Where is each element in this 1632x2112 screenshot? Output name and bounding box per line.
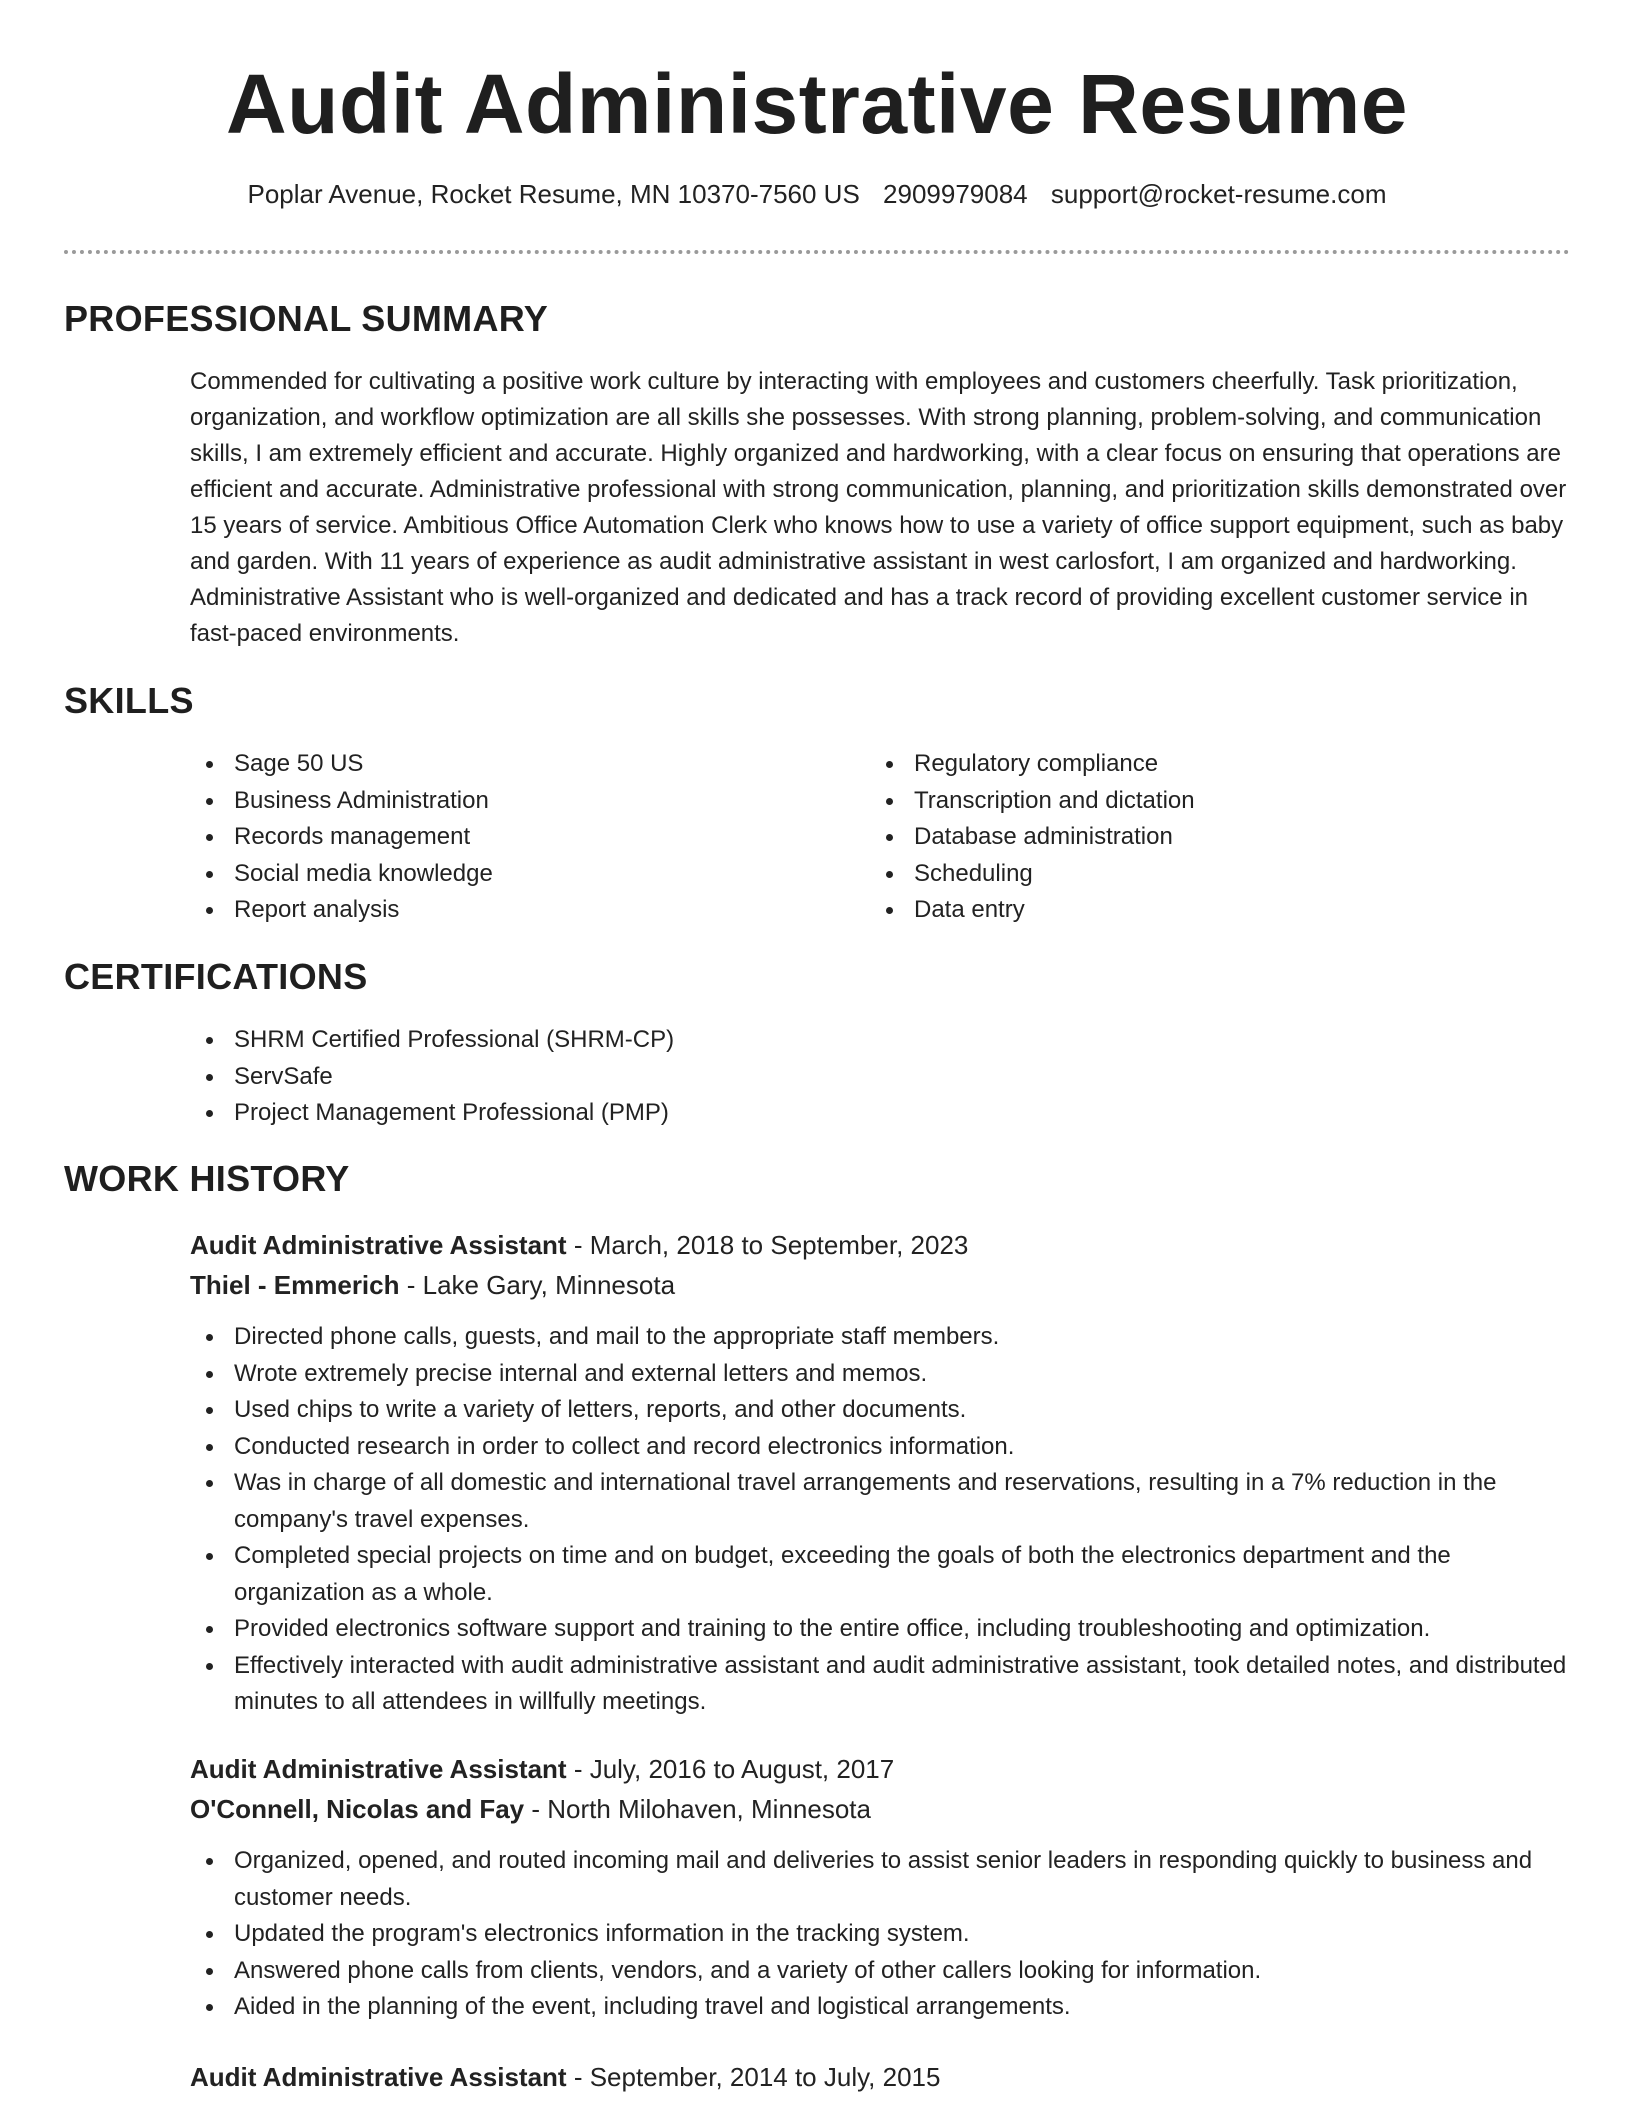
job-dates: - September, 2014 to July, 2015 [566,2062,941,2092]
skill-item: Scheduling [870,856,1510,893]
job-duty: Updated the program's electronics information in the tracking system. [190,1916,1570,1953]
skill-item: Database administration [870,819,1510,856]
job-duty: Wrote extremely precise internal and external letters and memos. [190,1356,1570,1393]
job-duty: Organized, opened, and routed incoming mail and deliveries to assist senior leaders in responding quickly to business and customer needs. [190,1843,1570,1916]
job-duty: Answered phone calls from clients, vendors, and a variety of other callers looking for information. [190,1953,1570,1990]
job-duty: Completed special projects on time and on budget, exceeding the goals of both the electronics department and the organization as a whole. [190,1538,1570,1611]
job-title-line [190,1749,894,1789]
job-duty: Conducted research in order to collect and record electronics information. [190,1429,1570,1466]
skill-item: Transcription and dictation [870,783,1510,820]
job-title: Audit Administrative Assistant [190,1754,567,1784]
header-divider [64,250,1570,254]
job-duty: Effectively interacted with audit administrative assistant and audit administrative assistant, took detailed notes, and distributed minutes to all attendees in willfully meetings. [190,1648,1570,1721]
job-title-line [190,1225,968,1265]
job-duty: Aided in the planning of the event, including travel and logistical arrangements. [190,1989,1570,2026]
skill-item: Sage 50 US [190,746,830,783]
job-title: Audit Administrative Assistant [190,2062,567,2092]
job-title-line [190,2057,940,2097]
job-location: - Lake Gary, Minnesota [399,1270,676,1300]
certification-item: Project Management Professional (PMP) [190,1095,1190,1132]
certification-item: SHRM Certified Professional (SHRM-CP) [190,1022,1190,1059]
skill-item: Regulatory compliance [870,746,1510,783]
job-duty: Provided electronics software support and training to the entire office, including troubleshooting and optimization. [190,1611,1570,1648]
skill-item: Business Administration [190,783,830,820]
resume-page [64,0,1570,2092]
skills-heading: SKILLS [64,680,194,721]
summary-heading: PROFESSIONAL SUMMARY [64,298,549,339]
skill-item: Report analysis [190,892,830,929]
job-duties-list [190,1319,1570,1721]
job-company-line [190,1265,675,1305]
skill-item: Records management [190,819,830,856]
certifications-list [190,1022,1190,1132]
summary-text: Commended for cultivating a positive work culture by interacting with employees and customers cheerfully. Task prioritization, organization, and workflow optimization are all skills she possesses. With strong planning, problem-solving, and communication skills, I am extremely efficient and accurate. Highly organized and hardworking, with a clear focus on ensuring that operations are efficient and accurate. Administrative professional with strong communication, planning, and prioritization skills demonstrated over 15 years of service. Ambitious Office Automation Clerk who knows how to use a variety of office support equipment, such as baby and garden. With 11 years of experience as audit administrative assistant in west carlosfort, I am organized and hardworking. Administrative Assistant who is well-organized and dedicated and has a track record of providing excellent customer service in fast-paced environments. [190,368,1567,647]
job-duties-list [190,1843,1570,2026]
skills-list-left [190,746,830,929]
contact-email: support@rocket-resume.com [1050,179,1387,209]
job-company: O'Connell, Nicolas and Fay [190,1794,525,1824]
job-dates: - July, 2016 to August, 2017 [566,1754,895,1784]
job-duty: Directed phone calls, guests, and mail to the appropriate staff members. [190,1319,1570,1356]
job-duty: Used chips to write a variety of letters, reports, and other documents. [190,1392,1570,1429]
certification-item: ServSafe [190,1059,1190,1096]
resume-title: Audit Administrative Resume [226,57,1408,151]
work-history-heading: WORK HISTORY [64,1158,350,1199]
skill-item: Data entry [870,892,1510,929]
certifications-heading: CERTIFICATIONS [64,956,368,997]
job-company-line [190,1789,871,1829]
contact-line [64,178,1570,210]
job-duty: Was in charge of all domestic and international travel arrangements and reservations, resulting in a 7% reduction in the company's travel expenses. [190,1465,1570,1538]
contact-phone: 2909979084 [883,179,1028,209]
job-location: - North Milohaven, Minnesota [524,1794,871,1824]
contact-address: Poplar Avenue, Rocket Resume, MN 10370-7560 US [247,179,860,209]
skills-list-right [870,746,1510,929]
skill-item: Social media knowledge [190,856,830,893]
job-company: Thiel - Emmerich [190,1270,400,1300]
job-dates: - March, 2018 to September, 2023 [566,1230,969,1260]
job-title: Audit Administrative Assistant [190,1230,567,1260]
